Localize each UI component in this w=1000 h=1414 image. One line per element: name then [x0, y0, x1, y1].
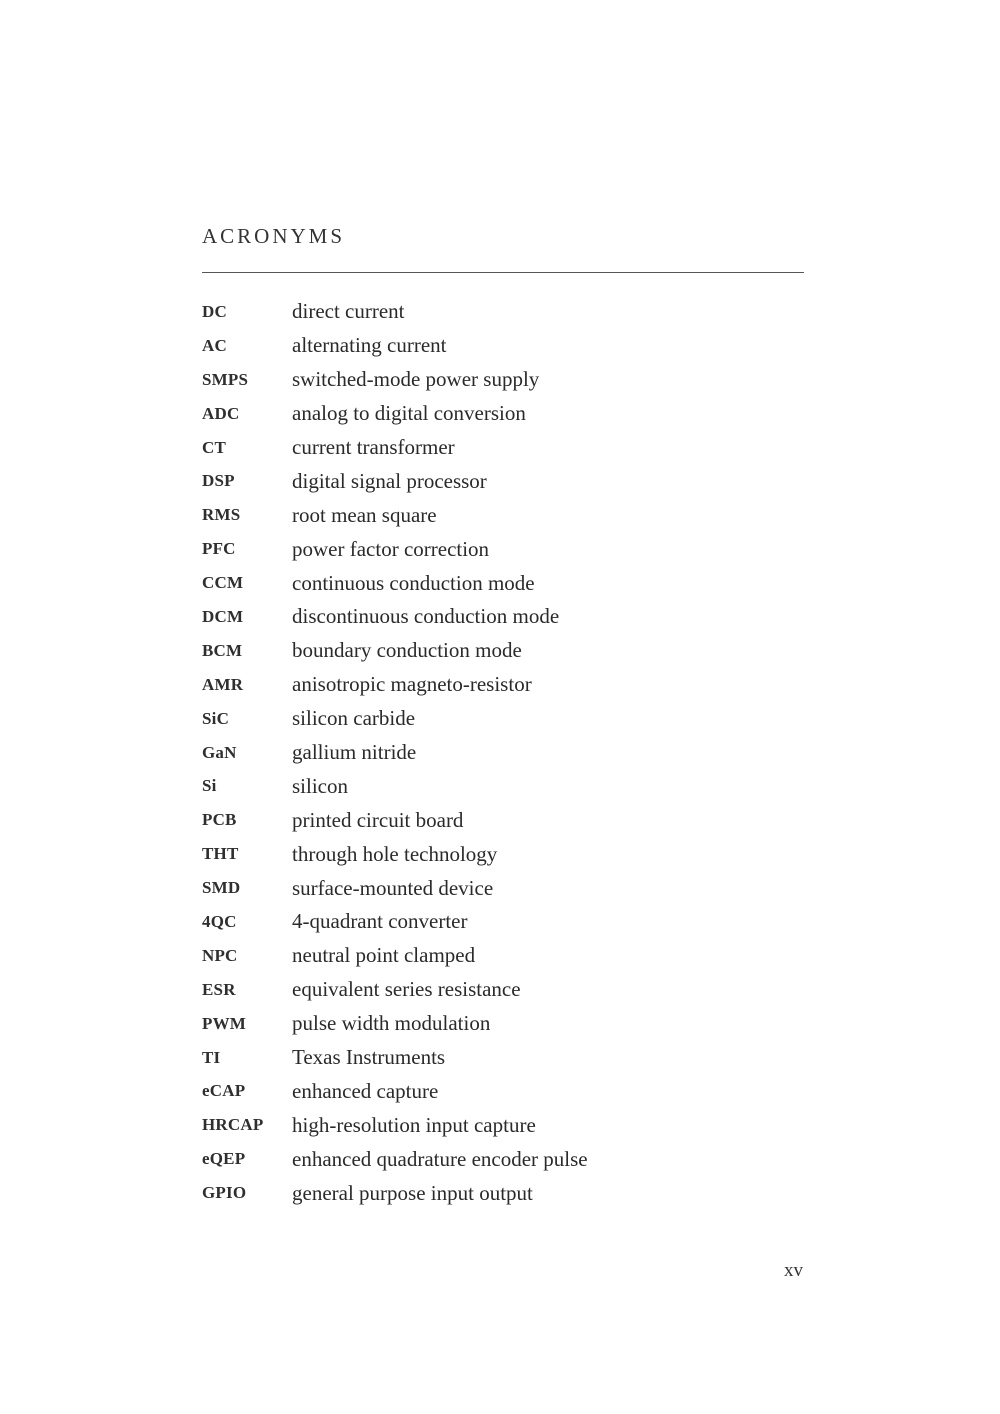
acronym-definition: power factor correction [292, 536, 490, 561]
acronym-definition: general purpose input output [292, 1180, 533, 1205]
acronym-entry [202, 600, 588, 634]
acronym-definition: high-resolution input capture [292, 1112, 536, 1137]
acronym-entry [202, 939, 588, 973]
acronym-abbreviation: THT [202, 844, 239, 864]
acronym-abbreviation: AC [202, 335, 227, 355]
acronym-abbreviation: SMPS [202, 369, 249, 389]
acronym-entry [202, 1176, 588, 1210]
acronym-definition: 4-quadrant converter [292, 909, 468, 934]
acronym-abbreviation: TI [202, 1047, 221, 1067]
acronym-definition: anisotropic magneto-resistor [292, 672, 532, 697]
acronym-list [202, 295, 588, 1210]
acronym-definition: equivalent series resistance [292, 977, 521, 1002]
acronym-entry [202, 769, 588, 803]
acronym-abbreviation: ESR [202, 979, 236, 999]
acronym-entry [202, 1142, 588, 1176]
acronym-entry [202, 295, 588, 329]
acronym-abbreviation: DSP [202, 471, 235, 491]
acronym-definition: gallium nitride [292, 740, 417, 765]
acronym-definition: switched-mode power supply [292, 367, 540, 392]
acronym-definition: enhanced capture [292, 1078, 439, 1103]
acronym-entry [202, 837, 588, 871]
acronym-definition: enhanced quadrature encoder pulse [292, 1146, 588, 1171]
acronym-definition: current transformer [292, 435, 455, 459]
acronym-abbreviation: SiC [202, 708, 230, 728]
acronym-entry [202, 464, 588, 498]
acronym-definition: neutral point clamped [292, 943, 476, 968]
acronym-abbreviation: Si [202, 776, 217, 796]
acronym-definition: digital signal processor [292, 468, 487, 493]
acronym-abbreviation: GaN [202, 742, 237, 762]
acronym-abbreviation: ADC [202, 403, 240, 423]
acronym-definition: surface-mounted device [292, 875, 494, 900]
acronym-abbreviation: CT [202, 437, 227, 457]
acronym-abbreviation: HRCAP [202, 1115, 264, 1135]
acronym-abbreviation: PFC [202, 539, 236, 559]
acronym-definition: analog to digital conversion [292, 401, 526, 426]
acronym-entry [202, 905, 588, 939]
acronym-definition: Texas Instruments [292, 1045, 446, 1070]
acronym-definition: continuous conduction mode [292, 570, 535, 595]
acronym-entry [202, 668, 588, 702]
acronym-abbreviation: AMR [202, 674, 244, 694]
acronym-abbreviation: BCM [202, 640, 243, 660]
acronym-definition: discontinuous conduction mode [292, 604, 560, 629]
acronym-abbreviation: PCB [202, 810, 237, 830]
acronym-entry [202, 363, 588, 397]
acronym-definition: root mean square [292, 502, 437, 527]
acronym-definition: through hole technology [292, 841, 498, 866]
acronym-entry [202, 1007, 588, 1041]
acronym-entry [202, 431, 588, 465]
acronym-abbreviation: CCM [202, 573, 244, 593]
acronym-definition: boundary conduction mode [292, 638, 522, 663]
acronym-abbreviation: 4QC [202, 911, 237, 931]
acronym-abbreviation: SMD [202, 878, 241, 898]
acronym-entry [202, 702, 588, 736]
acronym-entry [202, 871, 588, 905]
acronym-entry [202, 1041, 588, 1075]
acronym-entry [202, 498, 588, 532]
acronym-abbreviation: eQEP [202, 1149, 246, 1169]
acronym-abbreviation: RMS [202, 505, 241, 525]
acronym-abbreviation: DCM [202, 606, 244, 626]
acronym-abbreviation: eCAP [202, 1081, 246, 1101]
page-title: ACRONYMS [202, 224, 346, 248]
title-divider [202, 272, 804, 273]
acronym-entry [202, 532, 588, 566]
acronym-definition: alternating current [292, 333, 447, 358]
acronym-entry [202, 397, 588, 431]
acronym-abbreviation: PWM [202, 1013, 247, 1033]
acronym-entry [202, 736, 588, 770]
acronym-definition: pulse width modulation [292, 1011, 491, 1036]
acronym-entry [202, 329, 588, 363]
acronym-entry [202, 634, 588, 668]
acronym-entry [202, 803, 588, 837]
page-number: xv [784, 1260, 803, 1281]
acronym-entry [202, 566, 588, 600]
acronym-abbreviation: DC [202, 301, 227, 321]
acronym-definition: silicon carbide [292, 706, 416, 731]
acronym-abbreviation: NPC [202, 945, 238, 965]
acronym-entry [202, 1108, 588, 1142]
acronym-definition: direct current [292, 299, 405, 324]
acronym-definition: silicon [292, 773, 348, 798]
acronym-entry [202, 1074, 588, 1108]
acronym-definition: printed circuit board [292, 807, 464, 832]
acronym-abbreviation: GPIO [202, 1183, 247, 1203]
acronym-entry [202, 973, 588, 1007]
